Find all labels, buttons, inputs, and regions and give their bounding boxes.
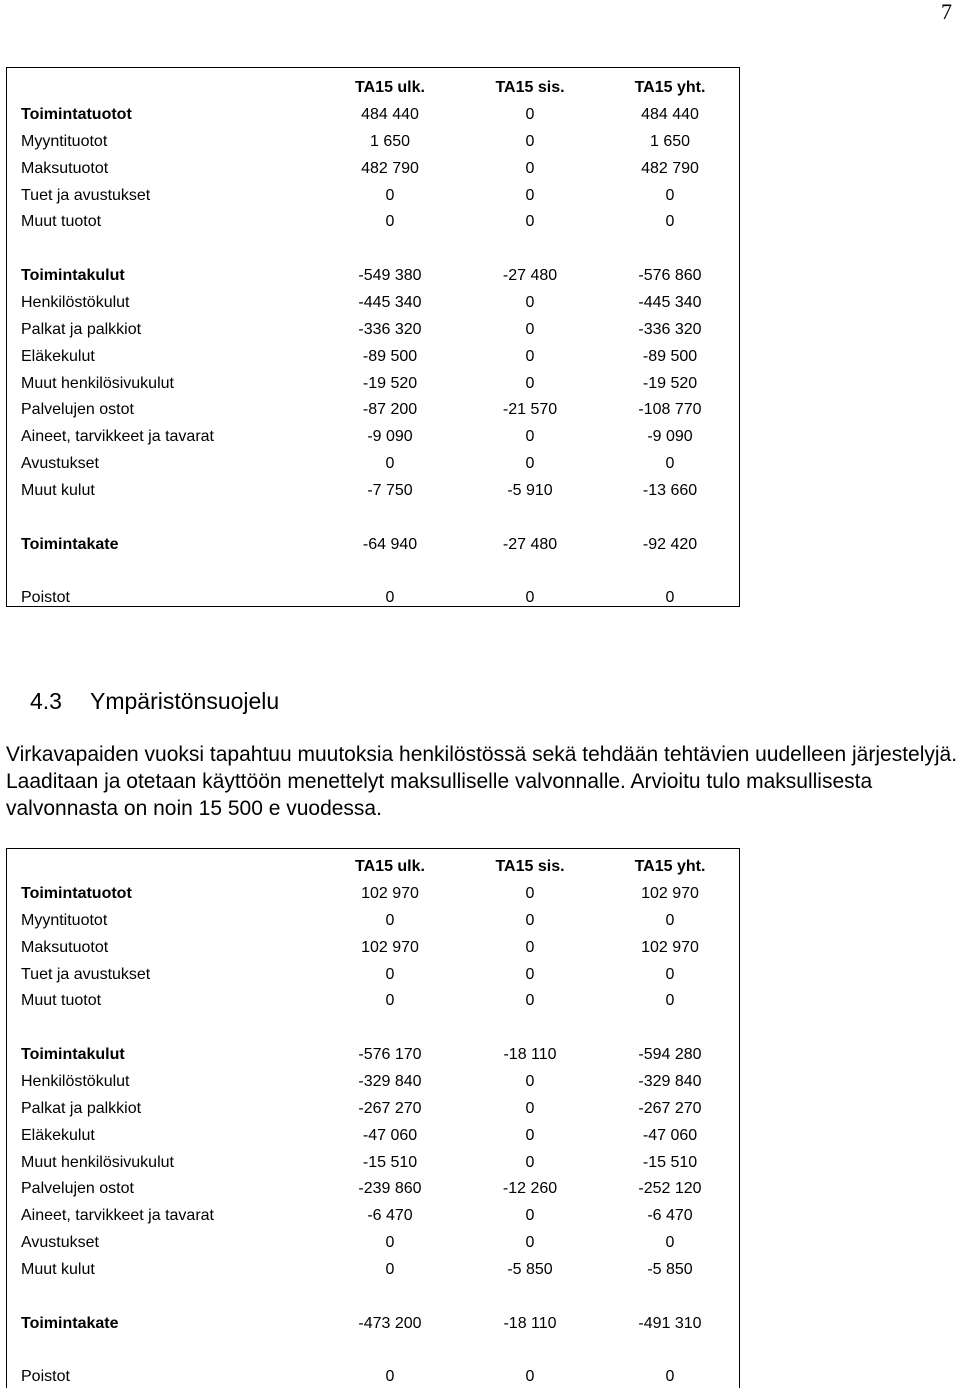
column-header-yht: TA15 yht. [634,79,706,96]
row-value: -5 850 [647,1260,693,1278]
spacer-row [7,557,739,584]
spacer-row [7,1336,739,1363]
row-value: 0 [665,455,675,473]
row-value: 102 970 [361,885,419,902]
table-row [7,1068,739,1095]
table-row [7,423,739,450]
row-value: 0 [525,992,535,1010]
row-value: 0 [385,1368,395,1386]
row-value: 0 [525,132,535,150]
row-value: -9 090 [367,428,413,446]
row-value: -267 270 [638,1099,702,1117]
row-value: 0 [525,589,535,607]
row-label: Muut kulut [21,481,95,499]
table-row [7,101,739,128]
table-row [7,208,739,235]
section-number: 4.3 [30,688,62,714]
table-row [7,128,739,155]
column-header-yht: TA15 yht. [634,858,706,875]
row-value: 0 [525,1368,535,1386]
row-label: Palkat ja palkkiot [21,320,142,338]
row-value: -252 120 [638,1180,702,1198]
row-value: -18 110 [503,1314,557,1332]
row-value: 0 [385,1234,395,1252]
table-row [7,1149,739,1176]
row-value: -594 280 [638,1046,702,1064]
row-value: -329 840 [638,1072,702,1090]
row-value: 0 [525,885,535,902]
row-value: 0 [525,1126,535,1144]
table-row [7,1122,739,1149]
row-label: Toimintakulut [21,267,125,285]
row-label: Maksutuotot [21,938,109,956]
row-value: 0 [525,1153,535,1171]
row-value: -549 380 [358,267,422,285]
row-label: Aineet, tarvikkeet ja tavarat [21,428,214,446]
row-value: 0 [525,106,535,123]
row-value: -473 200 [358,1314,422,1332]
row-value: 0 [385,589,395,607]
row-value: 0 [385,965,395,983]
table-row [7,961,739,988]
row-value: -6 470 [647,1207,693,1225]
row-label: Muut kulut [21,1260,95,1278]
row-value: 102 970 [641,885,699,902]
spacer-row [7,504,739,531]
table-row [7,1175,739,1202]
table-row [7,1041,739,1068]
table-row [7,1202,739,1229]
column-header-sis: TA15 sis. [495,79,565,96]
table-row [7,450,739,477]
row-value: 0 [525,159,535,177]
column-header-ulk: TA15 ulk. [355,858,425,875]
row-value: 0 [525,428,535,446]
row-value: 0 [385,911,395,929]
row-value: 0 [385,992,395,1010]
row-value: 0 [525,938,535,956]
column-header-ulk: TA15 ulk. [355,79,425,96]
spacer-row [7,235,739,262]
row-value: 0 [525,1072,535,1090]
table-row [7,477,739,504]
row-label: Palkat ja palkkiot [21,1099,142,1117]
row-value: 102 970 [361,938,419,956]
row-value: -12 260 [502,1180,558,1198]
row-value: 0 [665,1368,675,1386]
table-row [7,1095,739,1122]
row-value: 0 [665,1234,675,1252]
row-label: Toimintakate [21,1314,119,1332]
table-row [7,370,739,397]
row-value: -5 910 [507,481,553,499]
table-row [7,155,739,182]
row-value: -445 340 [358,293,422,311]
row-value: 0 [525,186,535,204]
row-value: 482 790 [641,159,699,177]
row-value: -18 110 [503,1046,557,1064]
row-value: 0 [525,320,535,338]
row-value: 482 790 [361,159,419,177]
row-label: Myyntituotot [21,132,108,150]
row-value: -336 320 [358,320,422,338]
row-value: -64 940 [362,535,418,553]
row-value: -445 340 [638,293,702,311]
section-paragraph: Virkavapaiden vuoksi tapahtuu muutoksia henkilöstössä sekä tehdään tehtävien uudelleen järjestelyjä. Laaditaan ja otetaan käyttöön menettelyt maksulliselle valvonnalle. Arvioitu tulo maksullisesta valvonnasta on noin 15 500 e vuodessa. [6,743,958,820]
row-label: Maksutuotot [21,159,109,177]
row-value: -5 850 [507,1260,553,1278]
row-value: -9 090 [647,428,693,446]
row-value: 0 [385,213,395,231]
section-title: Ympäristönsuojelu [90,688,280,714]
row-label: Eläkekulut [21,347,95,365]
row-value: 0 [385,1260,395,1278]
row-value: -19 520 [362,374,418,392]
table-row [7,907,739,934]
row-value: -19 520 [642,374,698,392]
table-row [7,343,739,370]
row-label: Henkilöstökulut [21,1072,130,1090]
table-row [7,316,739,343]
row-value: 0 [665,911,675,929]
table-header-row [7,74,739,101]
row-label: Muut tuotot [21,992,102,1010]
row-label: Poistot [21,589,70,607]
row-value: -108 770 [638,401,702,419]
row-value: -329 840 [358,1072,422,1090]
row-label: Eläkekulut [21,1126,95,1144]
row-label: Muut henkilösivukulut [21,1153,174,1171]
row-label: Muut tuotot [21,213,102,231]
row-value: 0 [665,213,675,231]
row-value: 0 [525,347,535,365]
table-row [7,1310,739,1337]
row-value: -47 060 [642,1126,698,1144]
row-value: -576 860 [638,267,702,285]
row-value: -47 060 [362,1126,418,1144]
spacer-row [7,1014,739,1041]
row-value: 0 [525,911,535,929]
row-value: 1 650 [369,132,411,150]
row-value: -27 480 [502,535,558,553]
row-value: -92 420 [642,535,698,553]
budget-table-2 [6,848,740,1388]
table-row [7,1363,739,1390]
row-value: 0 [665,992,675,1010]
row-value: 0 [385,186,395,204]
row-label: Palvelujen ostot [21,1180,134,1198]
row-value: 0 [665,965,675,983]
row-value: -15 510 [362,1153,418,1171]
row-value: 484 440 [641,106,699,123]
row-value: 484 440 [361,106,419,123]
section-heading [30,686,279,716]
row-label: Toimintatuotot [21,885,132,902]
row-value: 0 [525,455,535,473]
column-header-sis: TA15 sis. [495,858,565,875]
row-value: 0 [525,1099,535,1117]
row-value: -336 320 [638,320,702,338]
row-value: 0 [525,374,535,392]
table-row [7,584,739,611]
row-label: Avustukset [21,455,99,473]
table-row [7,880,739,907]
row-value: 0 [665,186,675,204]
row-value: -491 310 [638,1314,702,1332]
table-row [7,396,739,423]
row-label: Muut henkilösivukulut [21,374,174,392]
row-value: -87 200 [362,401,418,419]
row-value: -15 510 [642,1153,698,1171]
row-value: 0 [525,965,535,983]
budget-table-1 [6,67,740,607]
row-label: Tuet ja avustukset [21,965,151,983]
table-row [7,262,739,289]
row-label: Henkilöstökulut [21,293,130,311]
row-label: Poistot [21,1368,70,1386]
row-value: -21 570 [502,401,558,419]
table-row [7,1256,739,1283]
row-label: Toimintakate [21,535,119,553]
row-value: 0 [665,589,675,607]
row-value: -89 500 [642,347,698,365]
row-label: Palvelujen ostot [21,401,134,419]
row-label: Avustukset [21,1234,99,1252]
row-value: -6 470 [367,1207,413,1225]
row-value: -239 860 [358,1180,422,1198]
row-label: Toimintakulut [21,1046,125,1064]
row-value: 0 [385,455,395,473]
row-label: Toimintatuotot [21,106,132,123]
row-value: 0 [525,1207,535,1225]
table-row [7,531,739,558]
row-value: -267 270 [358,1099,422,1117]
row-value: -576 170 [358,1046,422,1064]
row-value: 0 [525,1234,535,1252]
table-row [7,182,739,209]
table-row [7,1229,739,1256]
page-number: 7 [941,0,952,24]
table-header-row [7,853,739,880]
row-value: -89 500 [362,347,418,365]
row-value: 102 970 [641,938,699,956]
table-row [7,289,739,316]
table-row [7,987,739,1014]
spacer-row [7,1283,739,1310]
table-row [7,934,739,961]
row-value: 1 650 [649,132,691,150]
row-value: 0 [525,213,535,231]
row-value: -7 750 [367,481,413,499]
row-label: Tuet ja avustukset [21,186,151,204]
row-value: -13 660 [642,481,698,499]
row-label: Myyntituotot [21,911,108,929]
row-label: Aineet, tarvikkeet ja tavarat [21,1207,214,1225]
row-value: -27 480 [502,267,558,285]
row-value: 0 [525,293,535,311]
